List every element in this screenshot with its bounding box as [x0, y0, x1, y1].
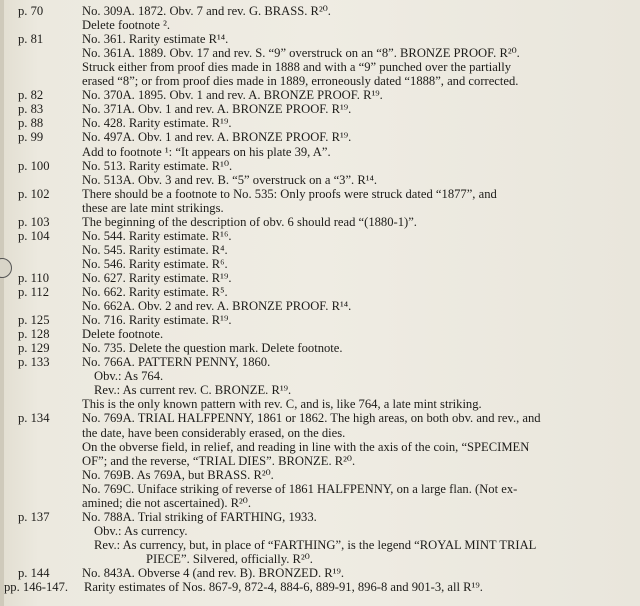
errata-text: No. 788A. Trial striking of FARTHING, 1933. — [82, 509, 317, 524]
page-reference: p. 128 — [18, 327, 50, 342]
errata-text: No. 716. Rarity estimate. R¹⁹. — [82, 313, 232, 328]
errata-text: On the obverse field, in relief, and reading in line with the axis of the coin, “SPECIMEN — [82, 439, 530, 454]
errata-text: amined; die not ascertained). R²⁰. — [82, 495, 251, 510]
page-reference: p. 104 — [18, 228, 50, 243]
page-reference: p. 134 — [18, 411, 50, 426]
errata-text: No. 513A. Obv. 3 and rev. B. “5” overstruck on a “3”. R¹⁴. — [82, 172, 378, 187]
errata-text: No. 766A. PATTERN PENNY, 1860. — [82, 355, 271, 370]
errata-text: Rev.: As current rev. C. BRONZE. R¹⁹. — [94, 383, 292, 398]
errata-text: Struck either from proof dies made in 1888 and with a “9” punched over the partially — [82, 60, 512, 75]
errata-text: No. 361. Rarity estimate R¹⁴. — [82, 32, 229, 47]
page-reference: p. 144 — [18, 566, 50, 580]
page-reference: p. 133 — [18, 355, 50, 370]
page-reference: p. 70 — [18, 4, 44, 18]
errata-text: No. 497A. Obv. 1 and rev. A. BRONZE PROOF. R¹⁹. — [82, 130, 352, 145]
errata-text: No. 735. Delete the question mark. Delete footnote. — [82, 341, 343, 356]
errata-text: There should be a footnote to No. 535: Only proofs were struck dated “1877”, and — [82, 186, 497, 201]
errata-text: Add to footnote ¹: “It appears on his plate 39, A”. — [82, 144, 331, 159]
errata-text: No. 370A. 1895. Obv. 1 and rev. A. BRONZE PROOF. R¹⁹. — [82, 88, 383, 103]
page-reference: p. 82 — [18, 88, 44, 103]
page-reference: p. 83 — [18, 102, 44, 117]
page-reference: p. 129 — [18, 341, 50, 356]
errata-text: the date, have been considerably erased, on the dies. — [82, 425, 346, 440]
errata-text: No. 513. Rarity estimate. R¹⁰. — [82, 158, 233, 173]
errata-text: No. 546. Rarity estimate. R⁶. — [82, 256, 228, 271]
errata-text: Delete footnote ². — [82, 18, 171, 33]
page-reference: pp. 146-147. — [4, 580, 69, 595]
page-reference: p. 125 — [18, 313, 50, 328]
page-reference: p. 110 — [18, 270, 50, 285]
errata-text: Rarity estimates of Nos. 867-9, 872-4, 884-6, 889-91, 896-8 and 901-3, all R¹⁹. — [84, 580, 483, 595]
errata-text: No. 627. Rarity estimate. R¹⁹. — [82, 270, 232, 285]
page-edge-shadow — [0, 0, 4, 606]
errata-text: OF”; and the reverse, “TRIAL DIES”. BRONZE. R²⁰. — [82, 453, 356, 468]
errata-text: PIECE”. Silvered, officially. R²⁰. — [146, 551, 313, 566]
page-reference: p. 103 — [18, 214, 50, 229]
errata-text: No. 371A. Obv. 1 and rev. A. BRONZE PROOF. R¹⁹. — [82, 102, 352, 117]
errata-text: erased “8”; or from proof dies made in 1889, erroneously dated “1888”, and corrected. — [82, 74, 519, 89]
errata-text: No. 309A. 1872. Obv. 7 and rev. G. BRASS. R²⁰. — [82, 4, 331, 18]
page-reference: p. 112 — [18, 285, 50, 299]
errata-text: No. 545. Rarity estimate. R⁴. — [82, 242, 228, 257]
errata-text: Delete footnote. — [82, 327, 164, 342]
errata-text: No. 769B. As 769A, but BRASS. R²⁰. — [82, 467, 274, 482]
errata-text: No. 428. Rarity estimate. R¹⁹. — [82, 116, 232, 131]
errata-text: No. 544. Rarity estimate. R¹⁶. — [82, 228, 232, 243]
errata-text: these are late mint strikings. — [82, 200, 224, 215]
page-reference: p. 100 — [18, 158, 50, 173]
binder-hole — [0, 258, 12, 278]
page-reference: p. 81 — [18, 32, 44, 47]
errata-text: Obv.: As currency. — [94, 523, 188, 538]
page-reference: p. 137 — [18, 509, 50, 524]
page-reference: p. 88 — [18, 116, 44, 131]
errata-text: Rev.: As currency, but, in place of “FARTHING”, is the legend “ROYAL MINT TRIAL — [94, 537, 537, 552]
errata-text: The beginning of the description of obv. 6 should read “(1880-1)”. — [82, 214, 417, 229]
errata-text: Obv.: As 764. — [94, 369, 164, 384]
errata-text: No. 662. Rarity estimate. R⁵. — [82, 285, 228, 299]
errata-text: No. 843A. Obverse 4 (and rev. B). BRONZED. R¹⁹. — [82, 566, 344, 580]
errata-text: No. 769C. Uniface striking of reverse of 1861 HALFPENNY, on a large flan. (Not ex- — [82, 481, 518, 496]
errata-text: No. 769A. TRIAL HALFPENNY, 1861 or 1862. The high areas, on both obv. and rev., and — [82, 411, 541, 426]
page-reference: p. 99 — [18, 130, 44, 145]
errata-text: No. 361A. 1889. Obv. 17 and rev. S. “9” overstruck on an “8”. BRONZE PROOF. R²⁰. — [82, 46, 520, 61]
errata-text: This is the only known pattern with rev. C, and is, like 764, a late mint striking. — [82, 397, 482, 412]
page-reference: p. 102 — [18, 186, 50, 201]
errata-text: No. 662A. Obv. 2 and rev. A. BRONZE PROOF. R¹⁴. — [82, 299, 352, 314]
